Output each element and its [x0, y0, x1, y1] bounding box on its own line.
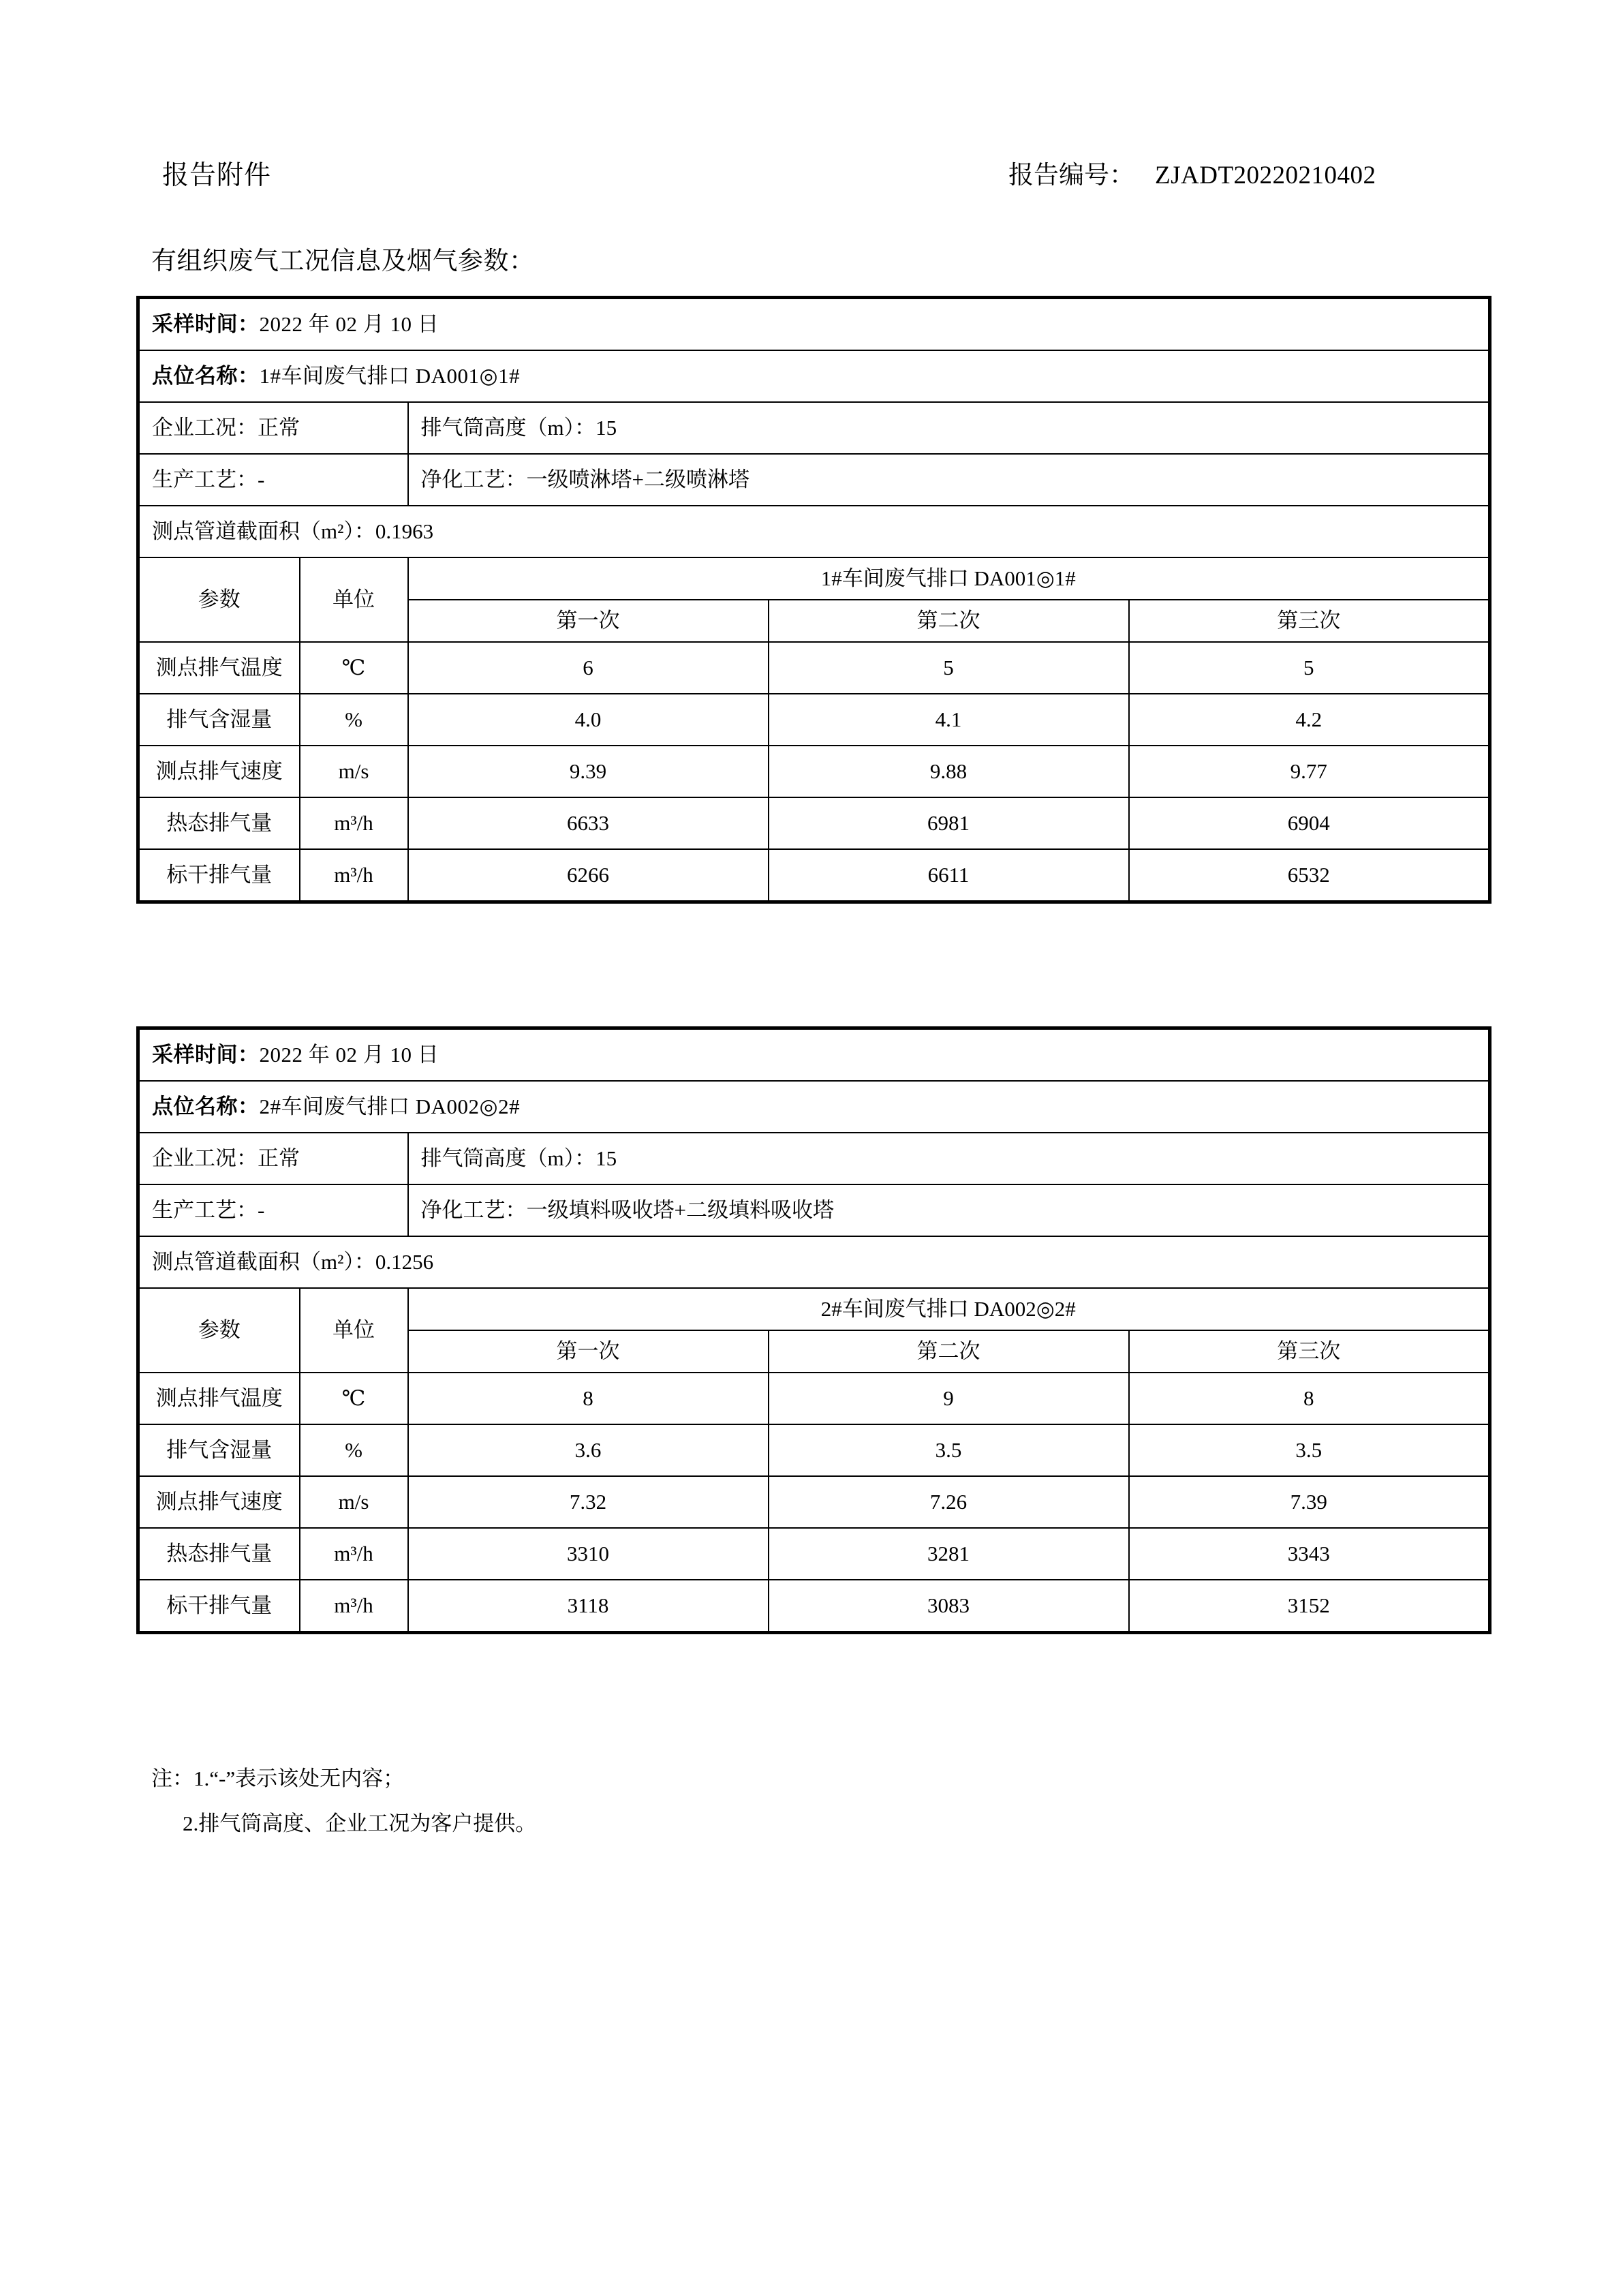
- stack-gas-table-2: [136, 1026, 1491, 1634]
- table-row: [138, 746, 1490, 797]
- row-param-label: 热态排气量: [138, 1528, 300, 1580]
- point-name-cell: [138, 1081, 1490, 1133]
- column-header-unit: 单位: [300, 557, 408, 642]
- table-row: [138, 1184, 1490, 1236]
- row-value-2: 3.5: [769, 1424, 1129, 1476]
- row-value-1: 6: [408, 642, 769, 694]
- row-value-3: 5: [1129, 642, 1490, 694]
- enterprise-condition-cell: 企业工况：正常: [138, 402, 408, 454]
- row-value-2: 6981: [769, 797, 1129, 849]
- report-number-label: 报告编号：: [1008, 162, 1134, 189]
- table-row: [138, 1476, 1490, 1528]
- row-value-2: 6611: [769, 849, 1129, 902]
- note-line-1: 注：1.“-”表示该处无内容；: [151, 1766, 405, 1790]
- table-row: [138, 1028, 1490, 1082]
- column-header-run-3: 第三次: [1129, 1330, 1490, 1373]
- table-row: [138, 1528, 1490, 1580]
- table-row: [138, 849, 1490, 902]
- column-header-run-3: 第三次: [1129, 600, 1490, 642]
- point-name-value: 2#车间废气排口 DA002◎2#: [259, 1095, 521, 1118]
- row-value-1: 8: [408, 1373, 769, 1424]
- table-row: [138, 1236, 1490, 1288]
- row-value-1: 3310: [408, 1528, 769, 1580]
- column-header-run-2: 第二次: [769, 1330, 1129, 1373]
- table-row: [138, 350, 1490, 402]
- column-header-param: 参数: [138, 1288, 300, 1373]
- row-unit: ℃: [300, 642, 408, 694]
- section-area-cell: 测点管道截面积（m²）：0.1256: [138, 1236, 1490, 1288]
- row-param-label: 热态排气量: [138, 797, 300, 849]
- row-value-2: 9.88: [769, 746, 1129, 797]
- table-row: [138, 1133, 1490, 1184]
- row-value-3: 4.2: [1129, 694, 1490, 746]
- section-heading: 有组织废气工况信息及烟气参数：: [151, 247, 535, 275]
- row-value-2: 3281: [769, 1528, 1129, 1580]
- row-value-3: 3343: [1129, 1528, 1490, 1580]
- table-row: [138, 1424, 1490, 1476]
- row-unit: m/s: [300, 1476, 408, 1528]
- sampling-time-label: 采样时间：: [152, 312, 260, 336]
- row-param-label: 测点排气温度: [138, 642, 300, 694]
- table-row: [138, 298, 1490, 351]
- row-value-3: 3.5: [1129, 1424, 1490, 1476]
- report-number-value: ZJADT20220210402: [1155, 162, 1376, 189]
- point-name-label: 点位名称：: [152, 364, 260, 388]
- sampling-time-value: 2022 年 02 月 10 日: [259, 1043, 439, 1067]
- note-line-2: 2.排气筒高度、企业工况为客户提供。: [183, 1811, 537, 1835]
- row-unit: m³/h: [300, 1528, 408, 1580]
- row-value-2: 4.1: [769, 694, 1129, 746]
- purification-process-cell: 净化工艺：一级喷淋塔+二级喷淋塔: [408, 454, 1490, 506]
- table-row: [138, 402, 1490, 454]
- row-unit: m³/h: [300, 797, 408, 849]
- row-value-1: 7.32: [408, 1476, 769, 1528]
- notes-block: [151, 1765, 536, 1855]
- row-value-2: 3083: [769, 1580, 1129, 1633]
- column-header-run-2: 第二次: [769, 600, 1129, 642]
- row-value-3: 3152: [1129, 1580, 1490, 1633]
- row-value-2: 7.26: [769, 1476, 1129, 1528]
- row-value-1: 3118: [408, 1580, 769, 1633]
- row-unit: %: [300, 694, 408, 746]
- table-row: [138, 797, 1490, 849]
- row-value-3: 7.39: [1129, 1476, 1490, 1528]
- table-row: [138, 694, 1490, 746]
- row-unit: ℃: [300, 1373, 408, 1424]
- column-group-title: 1#车间废气排口 DA001◎1#: [408, 557, 1490, 600]
- stack-gas-table-1: [136, 296, 1491, 904]
- row-value-3: 9.77: [1129, 746, 1490, 797]
- row-param-label: 标干排气量: [138, 849, 300, 902]
- row-value-1: 3.6: [408, 1424, 769, 1476]
- row-value-3: 6904: [1129, 797, 1490, 849]
- row-value-1: 6633: [408, 797, 769, 849]
- section-area-cell: 测点管道截面积（m²）：0.1963: [138, 506, 1490, 557]
- column-header-unit: 单位: [300, 1288, 408, 1373]
- row-value-2: 9: [769, 1373, 1129, 1424]
- sampling-time-value: 2022 年 02 月 10 日: [259, 312, 439, 336]
- table-row: [138, 1081, 1490, 1133]
- row-value-1: 4.0: [408, 694, 769, 746]
- enterprise-condition-cell: 企业工况：正常: [138, 1133, 408, 1184]
- column-header-run-1: 第一次: [408, 1330, 769, 1373]
- table-header-row: [138, 1288, 1490, 1330]
- row-param-label: 测点排气温度: [138, 1373, 300, 1424]
- row-value-2: 5: [769, 642, 1129, 694]
- sampling-time-cell: [138, 1028, 1490, 1082]
- row-unit: m³/h: [300, 849, 408, 902]
- table-row: [138, 506, 1490, 557]
- sampling-time-label: 采样时间：: [152, 1043, 260, 1067]
- row-value-1: 6266: [408, 849, 769, 902]
- row-param-label: 排气含湿量: [138, 1424, 300, 1476]
- row-value-3: 8: [1129, 1373, 1490, 1424]
- row-param-label: 排气含湿量: [138, 694, 300, 746]
- point-name-value: 1#车间废气排口 DA001◎1#: [259, 364, 521, 388]
- point-name-cell: [138, 350, 1490, 402]
- stack-height-cell: 排气筒高度（m）：15: [408, 1133, 1490, 1184]
- row-param-label: 标干排气量: [138, 1580, 300, 1633]
- row-value-1: 9.39: [408, 746, 769, 797]
- row-unit: m/s: [300, 746, 408, 797]
- row-param-label: 测点排气速度: [138, 1476, 300, 1528]
- row-param-label: 测点排气速度: [138, 746, 300, 797]
- row-unit: m³/h: [300, 1580, 408, 1633]
- page-title: 报告附件: [162, 161, 272, 190]
- row-unit: %: [300, 1424, 408, 1476]
- report-number: [1008, 158, 1376, 194]
- column-group-title: 2#车间废气排口 DA002◎2#: [408, 1288, 1490, 1330]
- production-process-cell: 生产工艺：-: [138, 454, 408, 506]
- table-row: [138, 1373, 1490, 1424]
- stack-height-cell: 排气筒高度（m）：15: [408, 402, 1490, 454]
- table-row: [138, 1580, 1490, 1633]
- row-value-3: 6532: [1129, 849, 1490, 902]
- sampling-time-cell: [138, 298, 1490, 351]
- column-header-param: 参数: [138, 557, 300, 642]
- purification-process-cell: 净化工艺：一级填料吸收塔+二级填料吸收塔: [408, 1184, 1490, 1236]
- table-row: [138, 454, 1490, 506]
- column-header-run-1: 第一次: [408, 600, 769, 642]
- production-process-cell: 生产工艺：-: [138, 1184, 408, 1236]
- point-name-label: 点位名称：: [152, 1095, 260, 1118]
- document-header: [0, 158, 1623, 199]
- table-row: [138, 642, 1490, 694]
- table-header-row: [138, 557, 1490, 600]
